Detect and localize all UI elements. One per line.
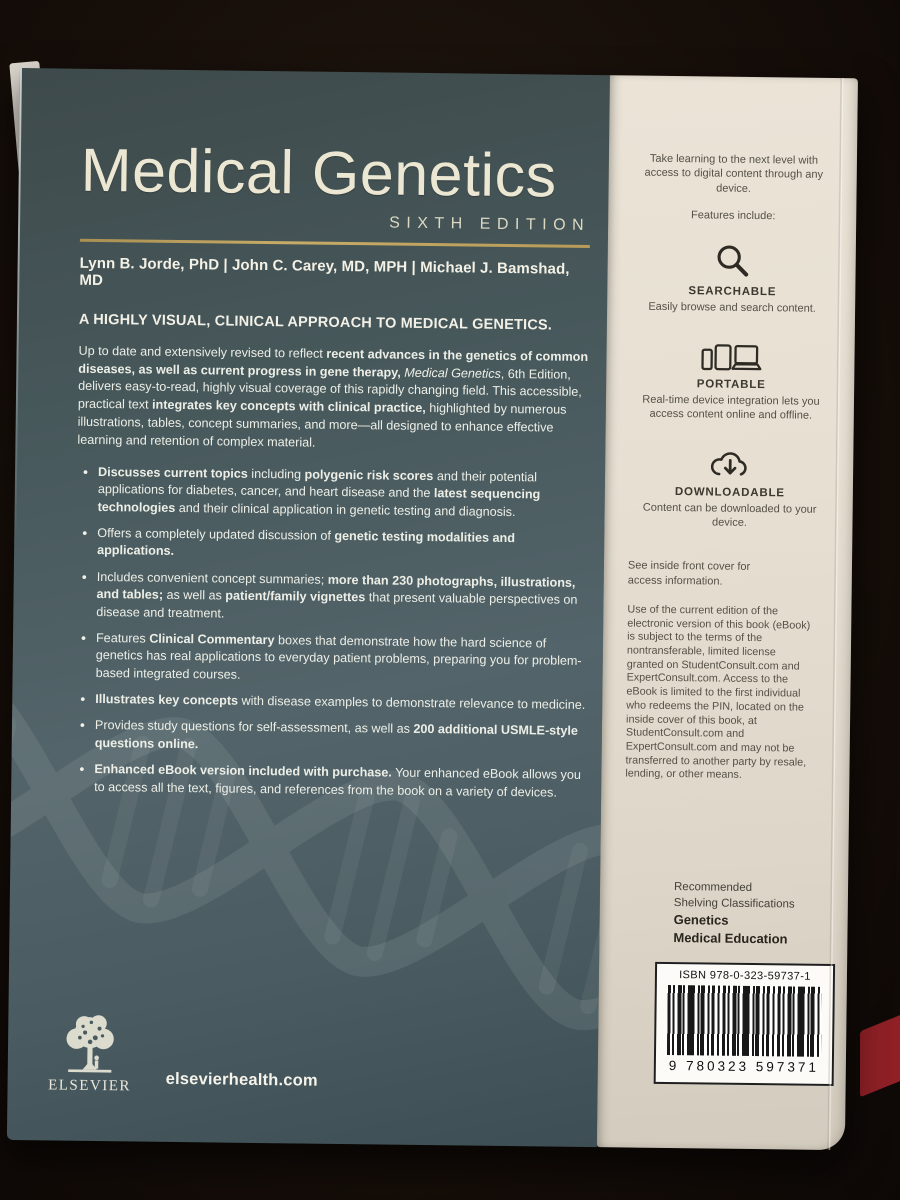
feature-description: Easily browse and search content. [648, 300, 816, 315]
feature-title: SEARCHABLE [688, 285, 777, 299]
feature-description: Content can be downloaded to your device. [642, 501, 817, 529]
bullet-item: • Offers a completely updated discussion of genetic testing modalities and applications. [82, 525, 590, 566]
bullet-item: • Discusses current topics including polygenic risk scores and their potential applications for diabetes, cancer, and heart disease and the latest sequencing technologies and their clinical application in genetic testing and diagnosis. [83, 464, 592, 522]
publisher-name: ELSEVIER [48, 1077, 132, 1095]
tagline: A HIGHLY VISUAL, CLINICAL APPROACH TO MEDICAL GENETICS. [78, 311, 553, 334]
description-paragraph: Up to date and extensively revised to reflect recent advances in the genetics of common diseases, as well as current progress in gene therapy, Medical Genetics, 6th Edition, delivers easy-to-read, highly visual coverage of this rapidly changing field. This accessible, practical text integrates key concepts with clinical practice, highlighted by numerous illustrations, tables, concept summaries, and more—all designed to enhance effective learning and retention of complex material. [77, 343, 589, 450]
book-back-cover [7, 68, 858, 1150]
flap-intro-text: Take learning to the next level with access to digital content through any device. [644, 152, 824, 195]
feature-title: DOWNLOADABLE [674, 485, 785, 500]
feature-title: PORTABLE [696, 378, 766, 392]
shelving-heading: Shelving Classifications [673, 896, 795, 911]
feature-bullet-list [79, 464, 591, 802]
feature-downloadable [628, 439, 831, 531]
edition-label: SIXTH EDITION [389, 214, 591, 235]
jacket-flap-panel [597, 75, 858, 1150]
elsevier-tree-logo [54, 1011, 127, 1076]
isbn-label: ISBN 978-0-323-59737-1 [679, 969, 811, 983]
bullet-item: • Enhanced eBook version included with purchase. Your enhanced eBook allows you to access all the text, figures, and references from the book on a variety of devices. [79, 761, 587, 802]
bullet-item: • Illustrates key concepts with disease examples to demonstrate relevance to medicine. [80, 691, 588, 715]
feature-portable [630, 332, 833, 424]
cover-main-panel [7, 68, 610, 1147]
shelving-category: Genetics [673, 912, 729, 928]
shelving-category: Medical Education [673, 929, 788, 947]
publisher-website: elsevierhealth.com [165, 1069, 318, 1090]
red-object [860, 1013, 900, 1098]
barcode-digits: 9 780323 597371 [668, 1058, 819, 1075]
access-note: See inside front cover for access information. [627, 559, 751, 588]
search-icon [713, 241, 751, 279]
bullet-item: • Features Clinical Commentary boxes that demonstrate how the hard science of genetics has real applications to everyday patient problems, preparing you for problem-based integrated courses. [81, 630, 590, 688]
feature-searchable [631, 238, 834, 316]
book-title: Medical Genetics [80, 135, 558, 210]
features-label: Features include: [690, 209, 776, 223]
devices-icon [700, 339, 762, 374]
license-text: Use of the current edition of the electronic version of this book (eBook) is subject to the terms of the nontransferable, limited license granted on StudentConsult.com and ExpertConsult.com. Access to the eBook is limited to the first individual who redeems the PIN, located on the inside cover of this book, at StudentConsult.com and ExpertConsult.com and may not be transferred to another party by resale, lending, or other means. [625, 603, 811, 782]
barcode-bars [667, 985, 822, 1057]
shelving-classifications [673, 880, 795, 948]
cloud-download-icon [707, 444, 753, 481]
gold-divider [80, 239, 590, 248]
isbn-barcode [654, 962, 835, 1086]
authors-line: Lynn B. Jorde, PhD | John C. Carey, MD, MPH | Michael J. Bamshad, MD [79, 254, 570, 289]
shelving-heading: Recommended [673, 881, 753, 895]
bullet-item: • Includes convenient concept summaries; more than 230 photographs, illustrations, and tables; as well as patient/family vignettes that present valuable perspectives on disease and treatment. [81, 569, 590, 627]
bullet-item: • Provides study questions for self-assessment, as well as 200 additional USMLE-style questions online. [80, 717, 588, 758]
feature-description: Real-time device integration lets you access content online and offline. [642, 393, 820, 423]
